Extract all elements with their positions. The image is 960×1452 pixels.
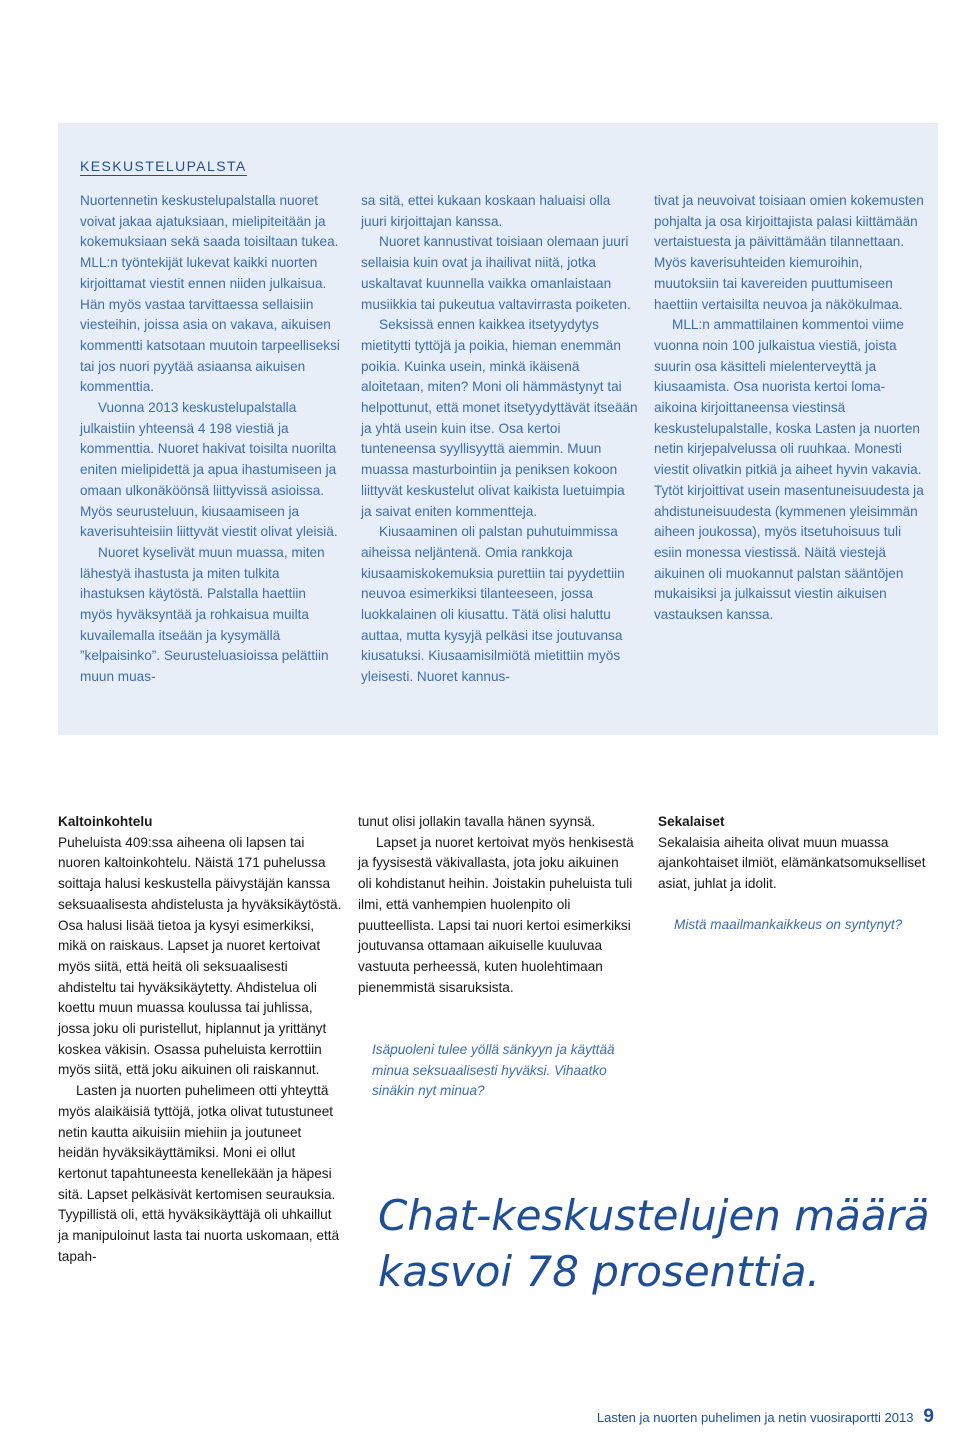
article-column-3 <box>658 812 928 895</box>
paragraph: Vuonna 2013 keskustelupalstalla julkaistiin yhteensä 4 198 viestiä ja kommenttia. Nuoret hakivat toisilta nuorilta eniten mielipidettä ja apua ihastumiseen ja omaan ulkonäköönsä liittyvissä asioissa. Myös seurusteluun, kiusaamiseen ja kaverisuhteisiin liittyvät viestit olivat yleisiä. <box>80 400 338 540</box>
callout-text: Chat-keskustelujen määrä kasvoi 78 prosenttia. <box>378 1191 930 1296</box>
paragraph: tivat ja neuvoivat toisiaan omien kokemusten pohjalta ja osa kirjoittajista palasi kiittämään vertaistuesta ja päivittämään tilannettaan. Myös kaverisuhteiden kiemuroihin, muutoksiin tai kavereiden puuttumiseen haettiin vertaisilta neuvoa ja näkökulmaa. <box>654 193 924 312</box>
paragraph: Lapset ja nuoret kertoivat myös henkisestä ja fyysisestä väkivallasta, jota joku aikuinen oli kohdistanut heihin. Joistakin puheluista tuli ilmi, että vanhempien huolenpito oli puutteellista. Lapsi tai nuori kertoi esimerkiksi joutuvansa ottamaan aikuiselle kuuluvaa vastuuta perheessä, kuten huolehtimaan pienemmistä sisaruksista. <box>358 834 634 995</box>
infobox-column-1 <box>80 191 342 688</box>
footer-title: Lasten ja nuorten puhelimen ja netin vuosiraportti 2013 <box>596 1410 914 1425</box>
paragraph: Kiusaaminen oli palstan puhutuimmissa aiheissa neljäntenä. Omia rankkoja kiusaamiskokemuksia purettiin tai pyydettiin neuvoa esimerkiksi tilanteeseen, jossa luokkalainen oli kiusattu. Tätä olisi haluttu auttaa, mutta kysyjä pelkäsi itse joutuvansa kiusatuksi. Kiusaamisilmiötä mietittiin myös yleisesti. Nuoret kannus- <box>361 524 625 685</box>
pull-quote <box>372 1040 640 1102</box>
infobox-heading: KESKUSTELUPALSTA <box>80 158 247 174</box>
paragraph: Nuoret kannustivat toisiaan olemaan juuri sellaisia kuin ovat ja ihailivat niitä, jotka uskaltavat kuunnella vaikka omanlaistaan musiikkia tai pukeutua valtavirrasta poiketen. <box>361 234 631 312</box>
pull-quote <box>674 915 914 936</box>
paragraph: Seksissä ennen kaikkea itsetyydytys mietitytti tyttöjä ja poikia, hieman enemmän poikia. Kuinka usein, minkä ikäisenä aloitetaan, miten? Moni oli hämmästynyt tai helpottunut, että monet itsetyydyttävät itseään ja yhtä usein kuin itse. Osa kertoi tunteneensa syyllisyyttä aiemmin. Muun muassa masturbointiin ja peniksen kokoon liittyvät keskustelut olivat kaikista luetuimpia ja saivat eniten kommentteja. <box>361 317 638 519</box>
article-column-2 <box>358 812 636 998</box>
paragraph: Puheluista 409:ssa aiheena oli lapsen tai nuoren kaltoinkohtelu. Näistä 171 puhelussa soittaja halusi keskustella päivystäjän kanssa seksuaalisesta ahdistelusta ja hyväksikäytöstä. Osa halusi lisää tietoa ja kysyi esimerkiksi, mikä on raiskaus. Lapset ja nuoret kertoivat myös siitä, että heitä oli seksuaalisesti ahdisteltu tai hyväksikäytetty. Ahdistelua oli koettu muun muassa koulussa tai juhlissa, jossa joku oli puristellut, hiplannut ja yrittänyt koskea väkisin. Osassa puheluista kerrottiin myös siitä, että joku aikuinen oli raiskannut. <box>58 834 342 1078</box>
section-heading: Sekalaiset <box>658 814 725 829</box>
paragraph: tunut olisi jollakin tavalla hänen syynsä. <box>358 814 596 829</box>
infobox-column-3 <box>654 191 924 626</box>
paragraph: Nuortennetin keskustelupalstalla nuoret voivat jakaa ajatuksiaan, mielipiteitään ja kokemuksiaan sekä saada toisiltaan tukea. MLL:n työntekijät lukevat kaikki nuorten kirjoittamat viestit ennen niiden julkaisua. Hän myös vastaa tarvittaessa sellaisiin viesteihin, joissa asia on vakava, aikuisen kommentti katsotaan muutoin tarpeelliseksi tai jos nuori pyytää asiaansa aikuisen kommenttia. <box>80 193 340 395</box>
quote-text: Mistä maailmankaikkeus on syntynyt? <box>674 917 903 932</box>
paragraph: sa sitä, ettei kukaan koskaan haluaisi olla juuri kirjoittajan kanssa. <box>361 193 611 229</box>
paragraph: Sekalaisia aiheita olivat muun muassa ajankohtaiset ilmiöt, elämänkatsomukselliset asiat, juhlat ja idolit. <box>658 834 926 892</box>
callout-statement <box>378 1188 938 1300</box>
page-number: 9 <box>923 1406 934 1427</box>
paragraph: MLL:n ammattilainen kommentoi viime vuonna noin 100 julkaistua viestiä, joista suurin osa käsitteli mielenterveyttä ja kiusaamista. Osa nuorista kertoi loma-aikoina kirjoittaneensa viestinsä keskustelupalstalle, koska Lasten ja nuorten netin kirjepalvelussa oli ruuhkaa. Monesti viestit olivatkin pitkiä ja aiheet hyvin vakavia. Tytöt kirjoittivat usein masentuneisuudesta ja ahdistuneisuudesta (kymmenen yleisimmän aiheen joukossa), myös itsetuhoisuus tuli esiin monessa viestissä. Näitä viestejä aikuinen oli muokannut palstan sääntöjen mukaisiksi ja julkaissut viestin aikuisen vastauksen kanssa. <box>654 317 924 623</box>
section-heading: Kaltoinkohtelu <box>58 814 153 829</box>
page-footer <box>597 1406 934 1428</box>
infobox-column-2 <box>361 191 639 688</box>
article-column-1 <box>58 812 342 1267</box>
paragraph: Lasten ja nuorten puhelimeen otti yhteyttä myös alaikäisiä tyttöjä, jotka olivat tutustuneet netin kautta aikuisiin miehiin ja joutuneet heidän hyväksikäyttämiksi. Moni ei ollut kertonut tapahtuneesta kenellekään ja häpesi sitä. Lapset pelkäsivät kertomisen seurauksia. Tyypillistä oli, että hyväksikäyttäjä oli uhkaillut ja manipuloinut lasta tai nuorta uskomaan, että tapah- <box>58 1083 340 1264</box>
quote-text: Isäpuoleni tulee yöllä sänkyyn ja käyttää minua seksuaalisesti hyväksi. Vihaatko sinäkin nyt minua? <box>372 1042 615 1099</box>
paragraph: Nuoret kyselivät muun muassa, miten lähestyä ihastusta ja miten tulkita ihastuksen käytöstä. Palstalla haettiin myös hyväksyntää ja rohkaisua muilta kuvailemalla itseään ja kysymällä ”kelpaisinko”. Seurusteluasioissa pelättiin muun muas- <box>80 544 329 685</box>
